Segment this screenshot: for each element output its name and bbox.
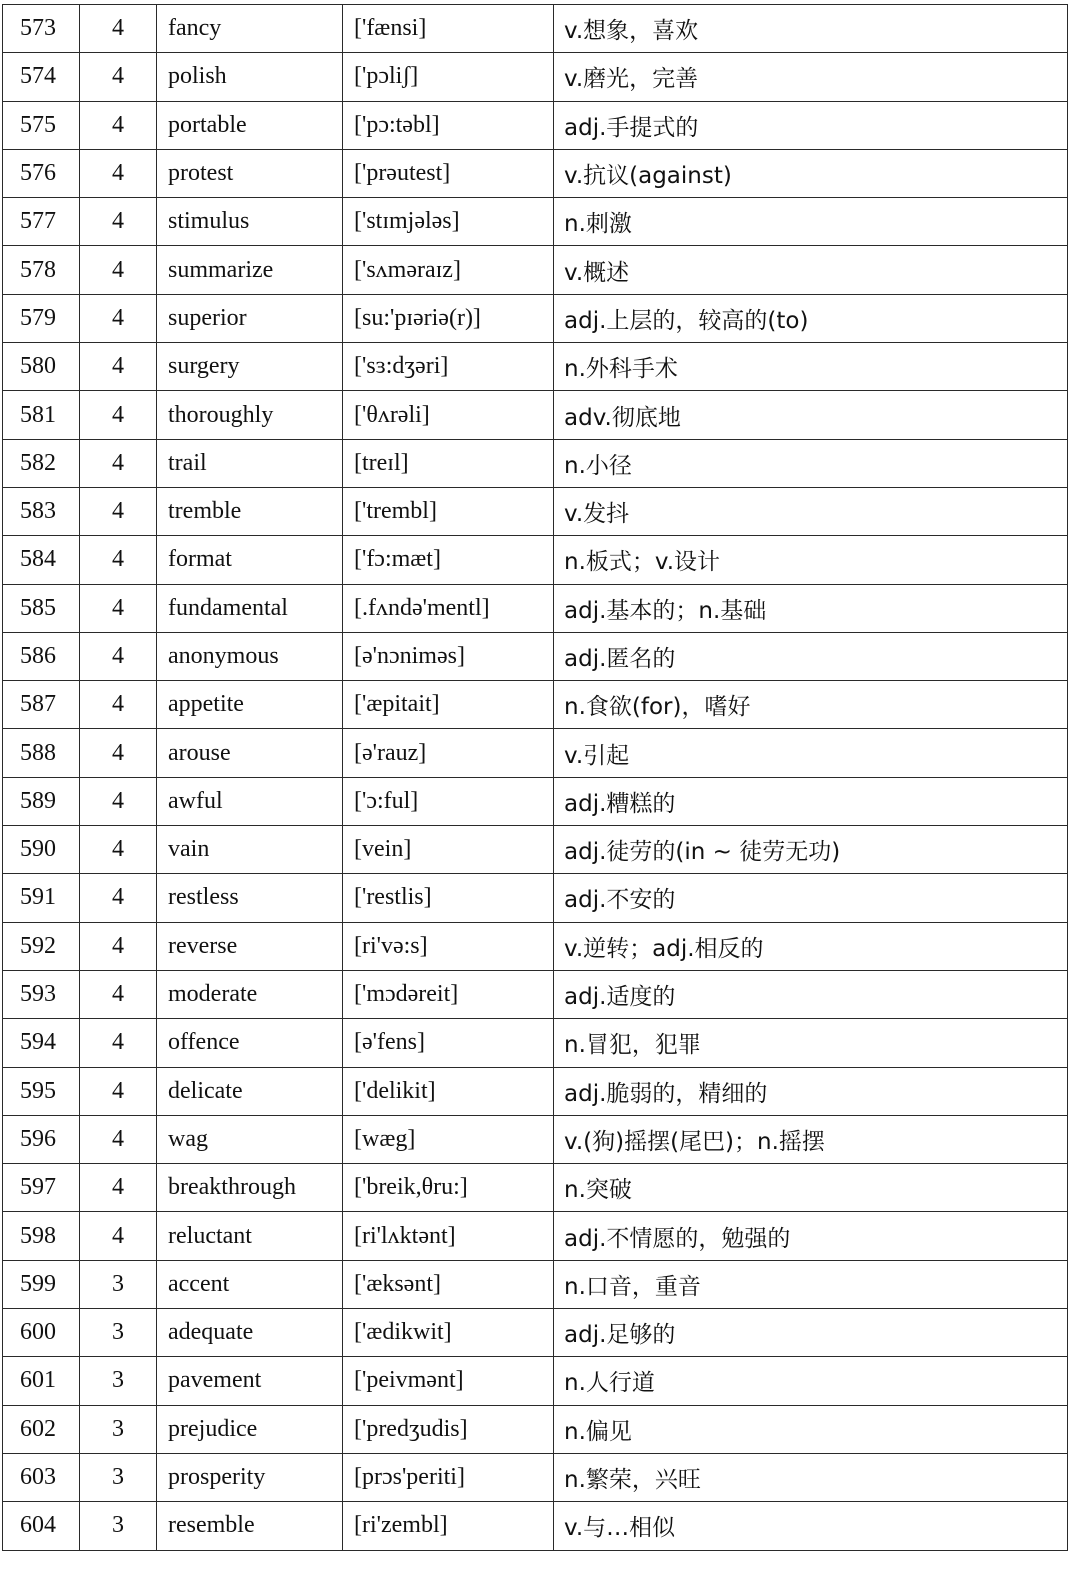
- entry-word: superior: [157, 294, 343, 342]
- entry-level: 4: [80, 487, 157, 535]
- entry-number: 604: [3, 1502, 80, 1550]
- entry-level: 4: [80, 1019, 157, 1067]
- entry-word: pavement: [157, 1357, 343, 1405]
- entry-word: reverse: [157, 922, 343, 970]
- entry-level: 4: [80, 101, 157, 149]
- entry-level: 4: [80, 149, 157, 197]
- entry-level: 4: [80, 391, 157, 439]
- entry-number: 594: [3, 1019, 80, 1067]
- table-row: [3, 439, 1068, 487]
- entry-level: 4: [80, 536, 157, 584]
- entry-definition: adj.基本的；n.基础: [554, 584, 1068, 632]
- entry-definition: n.外科手术: [554, 343, 1068, 391]
- entry-word: anonymous: [157, 632, 343, 680]
- table-row: [3, 1212, 1068, 1260]
- entry-word: awful: [157, 777, 343, 825]
- entry-word: stimulus: [157, 198, 343, 246]
- table-row: [3, 729, 1068, 777]
- entry-phonetic: ['fænsi]: [343, 5, 554, 53]
- vocabulary-table: [2, 4, 1068, 1551]
- entry-level: 4: [80, 922, 157, 970]
- entry-number: 587: [3, 681, 80, 729]
- entry-word: breakthrough: [157, 1164, 343, 1212]
- entry-number: 580: [3, 343, 80, 391]
- entry-definition: adj.匿名的: [554, 632, 1068, 680]
- entry-word: thoroughly: [157, 391, 343, 439]
- entry-word: tremble: [157, 487, 343, 535]
- entry-phonetic: ['prəutest]: [343, 149, 554, 197]
- entry-word: vain: [157, 826, 343, 874]
- entry-number: 578: [3, 246, 80, 294]
- entry-number: 581: [3, 391, 80, 439]
- entry-phonetic: [ə'nɔniməs]: [343, 632, 554, 680]
- entry-phonetic: ['predʒudis]: [343, 1405, 554, 1453]
- entry-phonetic: ['trembl]: [343, 487, 554, 535]
- entry-definition: adj.手提式的: [554, 101, 1068, 149]
- entry-word: arouse: [157, 729, 343, 777]
- entry-number: 600: [3, 1309, 80, 1357]
- entry-phonetic: [su:'pɪəriə(r)]: [343, 294, 554, 342]
- entry-level: 4: [80, 1067, 157, 1115]
- entry-level: 4: [80, 826, 157, 874]
- entry-definition: n.板式；v.设计: [554, 536, 1068, 584]
- entry-level: 3: [80, 1502, 157, 1550]
- entry-definition: n.繁荣，兴旺: [554, 1453, 1068, 1501]
- entry-phonetic: ['delikit]: [343, 1067, 554, 1115]
- entry-word: restless: [157, 874, 343, 922]
- entry-level: 4: [80, 343, 157, 391]
- table-row: [3, 391, 1068, 439]
- entry-number: 576: [3, 149, 80, 197]
- entry-level: 3: [80, 1357, 157, 1405]
- entry-definition: adj.不情愿的，勉强的: [554, 1212, 1068, 1260]
- table-row: [3, 1019, 1068, 1067]
- entry-definition: adj.不安的: [554, 874, 1068, 922]
- entry-level: 3: [80, 1309, 157, 1357]
- table-row: [3, 777, 1068, 825]
- entry-phonetic: [wæg]: [343, 1115, 554, 1163]
- entry-word: wag: [157, 1115, 343, 1163]
- entry-definition: adj.糟糕的: [554, 777, 1068, 825]
- entry-number: 589: [3, 777, 80, 825]
- entry-level: 4: [80, 1164, 157, 1212]
- entry-definition: adj.上层的，较高的(to): [554, 294, 1068, 342]
- entry-definition: v.引起: [554, 729, 1068, 777]
- entry-number: 592: [3, 922, 80, 970]
- entry-phonetic: [ri'zembl]: [343, 1502, 554, 1550]
- entry-number: 601: [3, 1357, 80, 1405]
- entry-word: resemble: [157, 1502, 343, 1550]
- table-row: [3, 5, 1068, 53]
- entry-level: 3: [80, 1405, 157, 1453]
- entry-word: delicate: [157, 1067, 343, 1115]
- entry-word: moderate: [157, 970, 343, 1018]
- entry-word: polish: [157, 53, 343, 101]
- entry-definition: n.偏见: [554, 1405, 1068, 1453]
- entry-word: reluctant: [157, 1212, 343, 1260]
- entry-definition: v.(狗)摇摆(尾巴)；n.摇摆: [554, 1115, 1068, 1163]
- entry-definition: adj.脆弱的，精细的: [554, 1067, 1068, 1115]
- entry-phonetic: [ri'və:s]: [343, 922, 554, 970]
- entry-level: 4: [80, 777, 157, 825]
- entry-number: 579: [3, 294, 80, 342]
- entry-number: 591: [3, 874, 80, 922]
- entry-phonetic: ['pɔ:təbl]: [343, 101, 554, 149]
- entry-word: fundamental: [157, 584, 343, 632]
- entry-definition: adj.适度的: [554, 970, 1068, 1018]
- entry-phonetic: [vein]: [343, 826, 554, 874]
- table-row: [3, 1502, 1068, 1550]
- table-row: [3, 681, 1068, 729]
- entry-definition: n.小径: [554, 439, 1068, 487]
- entry-phonetic: ['ɔ:ful]: [343, 777, 554, 825]
- entry-number: 597: [3, 1164, 80, 1212]
- entry-definition: v.想象，喜欢: [554, 5, 1068, 53]
- entry-number: 577: [3, 198, 80, 246]
- table-row: [3, 1357, 1068, 1405]
- entry-number: 586: [3, 632, 80, 680]
- table-row: [3, 1309, 1068, 1357]
- vocabulary-table-body: [3, 5, 1068, 1551]
- entry-phonetic: ['fɔ:mæt]: [343, 536, 554, 584]
- entry-definition: n.冒犯，犯罪: [554, 1019, 1068, 1067]
- entry-level: 3: [80, 1453, 157, 1501]
- entry-level: 4: [80, 970, 157, 1018]
- table-row: [3, 246, 1068, 294]
- entry-number: 582: [3, 439, 80, 487]
- entry-level: 4: [80, 198, 157, 246]
- table-row: [3, 1260, 1068, 1308]
- entry-definition: adj.足够的: [554, 1309, 1068, 1357]
- entry-word: format: [157, 536, 343, 584]
- entry-level: 4: [80, 729, 157, 777]
- entry-word: trail: [157, 439, 343, 487]
- entry-level: 4: [80, 681, 157, 729]
- entry-phonetic: ['ædikwit]: [343, 1309, 554, 1357]
- entry-level: 4: [80, 439, 157, 487]
- entry-level: 4: [80, 632, 157, 680]
- entry-number: 573: [3, 5, 80, 53]
- entry-definition: v.发抖: [554, 487, 1068, 535]
- entry-phonetic: ['θʌrəli]: [343, 391, 554, 439]
- entry-phonetic: ['restlis]: [343, 874, 554, 922]
- entry-level: 4: [80, 584, 157, 632]
- table-row: [3, 970, 1068, 1018]
- entry-phonetic: ['æksənt]: [343, 1260, 554, 1308]
- entry-phonetic: [ə'rauz]: [343, 729, 554, 777]
- table-row: [3, 536, 1068, 584]
- entry-word: summarize: [157, 246, 343, 294]
- table-row: [3, 874, 1068, 922]
- entry-definition: adj.徒劳的(in ~ 徒劳无功): [554, 826, 1068, 874]
- table-row: [3, 487, 1068, 535]
- entry-number: 595: [3, 1067, 80, 1115]
- table-row: [3, 1115, 1068, 1163]
- entry-number: 598: [3, 1212, 80, 1260]
- entry-level: 4: [80, 874, 157, 922]
- table-row: [3, 1405, 1068, 1453]
- entry-phonetic: [prɔs'periti]: [343, 1453, 554, 1501]
- entry-level: 3: [80, 1260, 157, 1308]
- entry-number: 584: [3, 536, 80, 584]
- entry-definition: n.突破: [554, 1164, 1068, 1212]
- entry-definition: v.与…相似: [554, 1502, 1068, 1550]
- entry-phonetic: ['stɪmjələs]: [343, 198, 554, 246]
- entry-phonetic: ['pɔliʃ]: [343, 53, 554, 101]
- table-row: [3, 198, 1068, 246]
- table-row: [3, 1067, 1068, 1115]
- table-row: [3, 101, 1068, 149]
- entry-number: 593: [3, 970, 80, 1018]
- table-row: [3, 343, 1068, 391]
- entry-number: 596: [3, 1115, 80, 1163]
- entry-word: adequate: [157, 1309, 343, 1357]
- entry-level: 4: [80, 53, 157, 101]
- entry-phonetic: ['peivmənt]: [343, 1357, 554, 1405]
- entry-definition: v.逆转；adj.相反的: [554, 922, 1068, 970]
- entry-phonetic: ['mɔdəreit]: [343, 970, 554, 1018]
- table-row: [3, 294, 1068, 342]
- entry-word: portable: [157, 101, 343, 149]
- entry-phonetic: [ri'lʌktənt]: [343, 1212, 554, 1260]
- entry-number: 602: [3, 1405, 80, 1453]
- table-row: [3, 584, 1068, 632]
- entry-level: 4: [80, 1115, 157, 1163]
- entry-phonetic: ['sʌməraɪz]: [343, 246, 554, 294]
- table-row: [3, 53, 1068, 101]
- entry-word: offence: [157, 1019, 343, 1067]
- entry-number: 588: [3, 729, 80, 777]
- entry-phonetic: [treɪl]: [343, 439, 554, 487]
- entry-word: fancy: [157, 5, 343, 53]
- entry-definition: n.人行道: [554, 1357, 1068, 1405]
- entry-word: surgery: [157, 343, 343, 391]
- entry-definition: n.食欲(for)，嗜好: [554, 681, 1068, 729]
- entry-phonetic: ['sɜ:dʒəri]: [343, 343, 554, 391]
- entry-definition: n.刺激: [554, 198, 1068, 246]
- entry-word: prejudice: [157, 1405, 343, 1453]
- entry-number: 575: [3, 101, 80, 149]
- entry-number: 599: [3, 1260, 80, 1308]
- entry-word: appetite: [157, 681, 343, 729]
- entry-definition: adv.彻底地: [554, 391, 1068, 439]
- entry-phonetic: [ə'fens]: [343, 1019, 554, 1067]
- table-row: [3, 149, 1068, 197]
- entry-number: 590: [3, 826, 80, 874]
- table-row: [3, 826, 1068, 874]
- table-row: [3, 1164, 1068, 1212]
- entry-definition: n.口音，重音: [554, 1260, 1068, 1308]
- table-row: [3, 1453, 1068, 1501]
- entry-number: 583: [3, 487, 80, 535]
- entry-definition: v.抗议(against): [554, 149, 1068, 197]
- entry-level: 4: [80, 294, 157, 342]
- table-row: [3, 922, 1068, 970]
- entry-number: 603: [3, 1453, 80, 1501]
- entry-word: protest: [157, 149, 343, 197]
- entry-level: 4: [80, 246, 157, 294]
- entry-phonetic: [.fʌndə'mentl]: [343, 584, 554, 632]
- entry-number: 585: [3, 584, 80, 632]
- entry-phonetic: ['æpitait]: [343, 681, 554, 729]
- entry-word: accent: [157, 1260, 343, 1308]
- entry-definition: v.磨光，完善: [554, 53, 1068, 101]
- entry-level: 4: [80, 1212, 157, 1260]
- entry-level: 4: [80, 5, 157, 53]
- entry-word: prosperity: [157, 1453, 343, 1501]
- table-row: [3, 632, 1068, 680]
- entry-definition: v.概述: [554, 246, 1068, 294]
- entry-number: 574: [3, 53, 80, 101]
- entry-phonetic: ['breik,θru:]: [343, 1164, 554, 1212]
